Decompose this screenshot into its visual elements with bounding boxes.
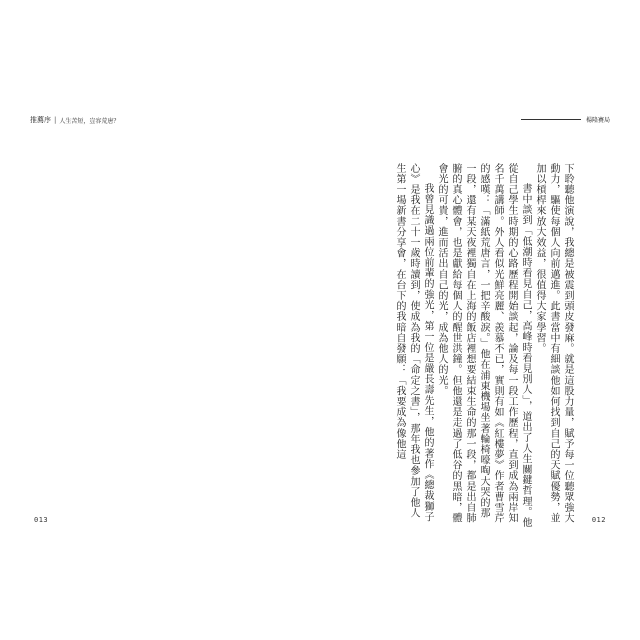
paragraph: 書中談到「低潮時看見自己，高峰時看見別人」，道出了人生關鍵哲理。他從自己學生時期的心路歷程開始談起，論及每一段工作歷程，直到成為兩岸知名千萬講師。外人看似光鮮亮麗、羨慕不已，實則有如《紅樓夢》作者曹雪芹的感嘆：「滿紙荒唐言，一把辛酸淚。」他在浦東機場坐著輪椅嚎啕大哭的那一段，還有某天夜裡獨自在上海的飯店裡想要結束生命的那一段，都是出自肺腑的真心體會，也是獻給每個人的醒世洪鐘。但他還是走過了低谷的黑暗，體會光的可貴，進而活出自己的光，成為他人的光。 — [436, 163, 531, 528]
left-page-number: 013 — [34, 516, 49, 524]
chapter-subtitle: 人生苦短，豈容荒唐？ — [59, 117, 120, 125]
vertical-body-text — [392, 163, 574, 528]
header-separator: | — [54, 116, 57, 124]
left-running-head — [30, 115, 119, 125]
header-rule — [521, 119, 581, 120]
right-running-head — [521, 115, 610, 124]
section-title: 推薦序 — [30, 116, 51, 124]
book-title: 楊隆賽局 — [585, 117, 610, 124]
paragraph: 下聆聽他演說，我總是被震到頭皮發麻。就是這股力量，賦予每一位聽眾強大動力，驅使每個人向前邁進。此書當中有細談他如何找到自己的天賦優勢，並加以槓桿來放大效益，很值得大家學習。 — [534, 163, 573, 524]
paragraph: 我曾見識過兩位前輩的強光，第一位是嚴長壽先生，他的著作《總裁獅子心》是我在二十一歲時讀到，使成為我的「命定之書」，那年我也參加了他人生第一場新書分享會，在台下的我暗自發願：「我要成為像他這 — [394, 163, 433, 523]
right-page-number: 012 — [591, 516, 606, 524]
